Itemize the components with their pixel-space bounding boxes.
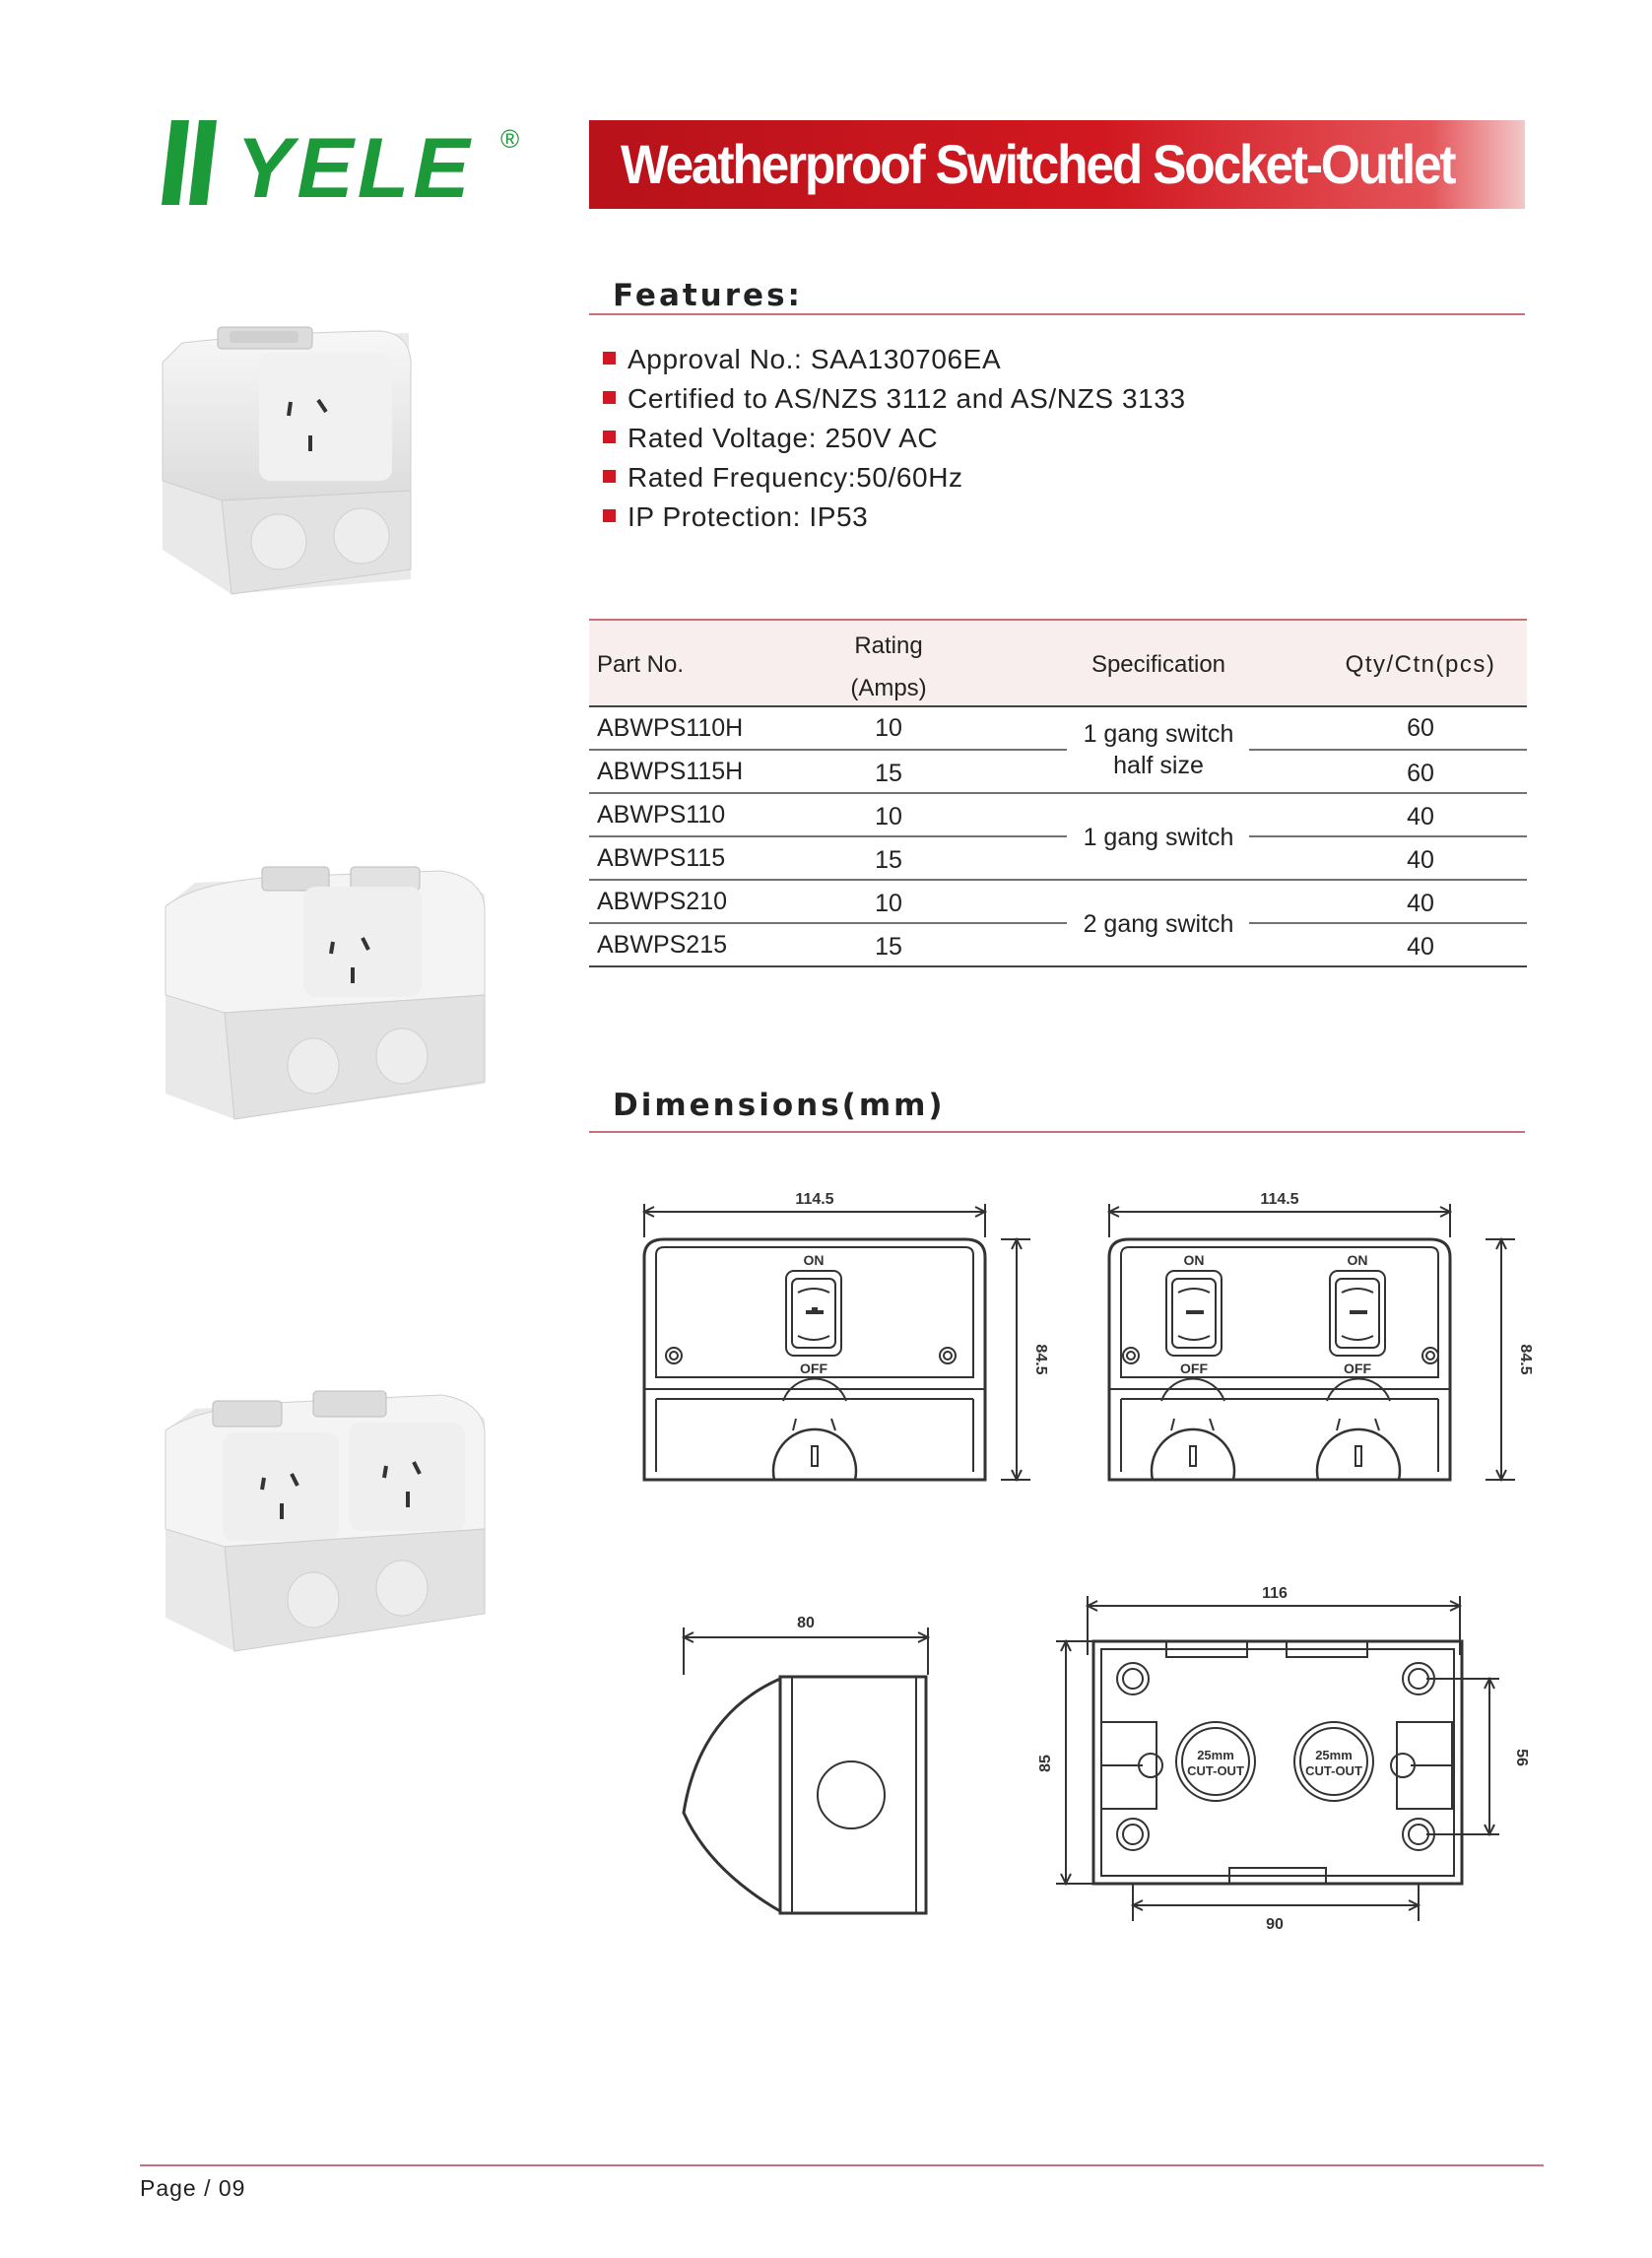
features-rule [589, 313, 1525, 315]
features-heading: Features: [613, 278, 803, 313]
feature-item [603, 340, 1186, 379]
switch-on-label: ON [1183, 1252, 1205, 1268]
feature-text: IP Protection: IP53 [628, 501, 869, 532]
feature-item [603, 498, 1186, 537]
cell-spec: 1 gang switch [1083, 720, 1234, 748]
th-spec: Specification [1090, 651, 1226, 678]
cutout-size-label: 25mm [1197, 1748, 1234, 1762]
side-view-drawing [670, 1606, 946, 1931]
product-image-single-gang [156, 847, 491, 1123]
cutout-size-label: 25mm [1315, 1748, 1353, 1762]
switch-off-label: OFF [800, 1361, 827, 1376]
cell-rating: 15 [875, 933, 902, 961]
dim-side-depth: 80 [797, 1615, 815, 1631]
cell-rating: 10 [875, 890, 902, 917]
cell-qty: 40 [1407, 890, 1434, 917]
cell-part: ABWPS110 [597, 801, 726, 829]
feature-item [603, 419, 1186, 458]
page-title: Weatherproof Switched Socket-Outlet [621, 133, 1455, 195]
dim-base-height: 85 [1037, 1755, 1054, 1772]
bullet-icon [603, 470, 616, 483]
cell-part: ABWPS115H [597, 758, 744, 785]
registered-mark: ® [500, 124, 520, 154]
cell-qty: 40 [1407, 933, 1434, 961]
feature-item [603, 379, 1186, 419]
footer-rule [140, 2164, 1544, 2166]
cell-part: ABWPS110H [597, 714, 744, 742]
bullet-icon [603, 431, 616, 443]
dim-hole-span-x: 90 [1266, 1916, 1284, 1933]
feature-text: Approval No.: SAA130706EA [628, 344, 1002, 374]
cell-rating: 15 [875, 760, 902, 787]
dim-hole-span-y: 56 [1513, 1749, 1530, 1766]
dim-front-height: 84.5 [1032, 1344, 1049, 1375]
product-image-double-gang [156, 1371, 491, 1657]
cell-rating: 10 [875, 803, 902, 830]
cell-spec: half size [1113, 752, 1204, 779]
spec-table [589, 619, 1527, 965]
dim-base-width: 116 [1262, 1585, 1288, 1602]
feature-text: Certified to AS/NZS 3112 and AS/NZS 3133 [628, 383, 1186, 414]
th-rating: Rating [854, 632, 923, 659]
cell-part: ABWPS115 [597, 844, 726, 872]
dim-front-width: 114.5 [795, 1191, 834, 1208]
front-view-double-drawing [1095, 1182, 1534, 1497]
dimensions-heading: Dimensions(mm) [613, 1088, 946, 1123]
th-qty: Qty/Ctn(pcs) [1345, 651, 1496, 678]
cell-rating: 15 [875, 846, 902, 874]
feature-text: Rated Voltage: 250V AC [628, 423, 939, 453]
switch-off-label: OFF [1180, 1361, 1208, 1376]
feature-item [603, 458, 1186, 498]
cell-qty: 40 [1407, 803, 1434, 830]
cell-qty: 40 [1407, 846, 1434, 874]
front-view-single-drawing [630, 1182, 1054, 1497]
brand-name: YELE [236, 121, 474, 216]
cell-qty: 60 [1407, 760, 1434, 787]
switch-on-label: ON [803, 1252, 825, 1268]
cell-spec: 1 gang switch [1083, 824, 1234, 851]
bullet-icon [603, 391, 616, 404]
dimensions-rule [589, 1131, 1525, 1133]
feature-text: Rated Frequency:50/60Hz [628, 462, 963, 493]
cutout-label: CUT-OUT [1187, 1763, 1244, 1778]
dim-front-width: 114.5 [1260, 1191, 1299, 1208]
base-view-drawing [1036, 1576, 1539, 1941]
th-rating-unit: (Amps) [850, 675, 927, 701]
features-list [603, 340, 1186, 537]
bullet-icon [603, 509, 616, 522]
cell-qty: 60 [1407, 714, 1434, 742]
cell-spec: 2 gang switch [1083, 910, 1234, 938]
dim-front-height: 84.5 [1517, 1344, 1534, 1375]
cell-rating: 10 [875, 714, 902, 742]
page-number: Page / 09 [140, 2175, 246, 2201]
th-part: Part No. [597, 651, 685, 678]
cutout-label: CUT-OUT [1305, 1763, 1362, 1778]
product-image-half-size [153, 313, 429, 599]
bullet-icon [603, 352, 616, 365]
cell-part: ABWPS210 [597, 888, 728, 915]
switch-on-label: ON [1347, 1252, 1368, 1268]
switch-off-label: OFF [1344, 1361, 1371, 1376]
yele-logo [158, 116, 532, 215]
cell-part: ABWPS215 [597, 931, 728, 959]
